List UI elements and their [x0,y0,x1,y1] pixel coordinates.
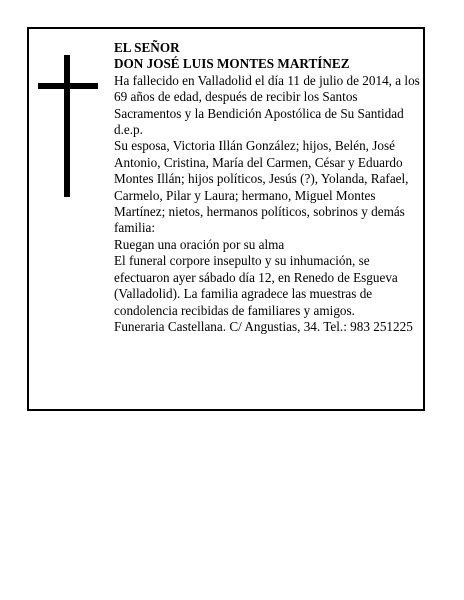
notice-title-name: DON JOSÉ LUIS MONTES MARTÍNEZ [114,56,350,72]
notice-family-paragraph: Su esposa, Victoria Illán González; hijos, Belén, José Antonio, Cristina, María del Carmen, César y Eduardo Montes Illán; hijos políticos, Jesús (?), Yolanda, Rafael, Carmelo, Pilar y Laura; hermano, Miguel Montes Martínez; nietos, hermanos políticos, sobrinos y demás familia: [114,138,409,236]
notice-prayer-line: Ruegan una oración por su alma [114,236,285,252]
cross-icon [38,55,98,197]
notice-title-line1: EL SEÑOR [114,40,180,55]
notice-funeral-home-line: Funeraria Castellana. C/ Angustias, 34. Tel.: 983 251225 [114,318,413,334]
cross-vertical-bar [64,55,70,197]
obituary-text [114,40,422,335]
cross-horizontal-bar [38,83,98,89]
notice-death-paragraph: Ha fallecido en Valladolid el día 11 de julio de 2014, a los 69 años de edad, después de recibir los Santos Sacramentos y la Bendición Apostólica de Su Santidad d.e.p. [114,72,420,138]
notice-funeral-paragraph: El funeral corpore insepulto y su inhumación, se efectuaron ayer sábado día 12, en Renedo de Esgueva (Valladolid). La familia agradece las muestras de condolencia recibidas de familiares y amigos. [114,253,398,318]
